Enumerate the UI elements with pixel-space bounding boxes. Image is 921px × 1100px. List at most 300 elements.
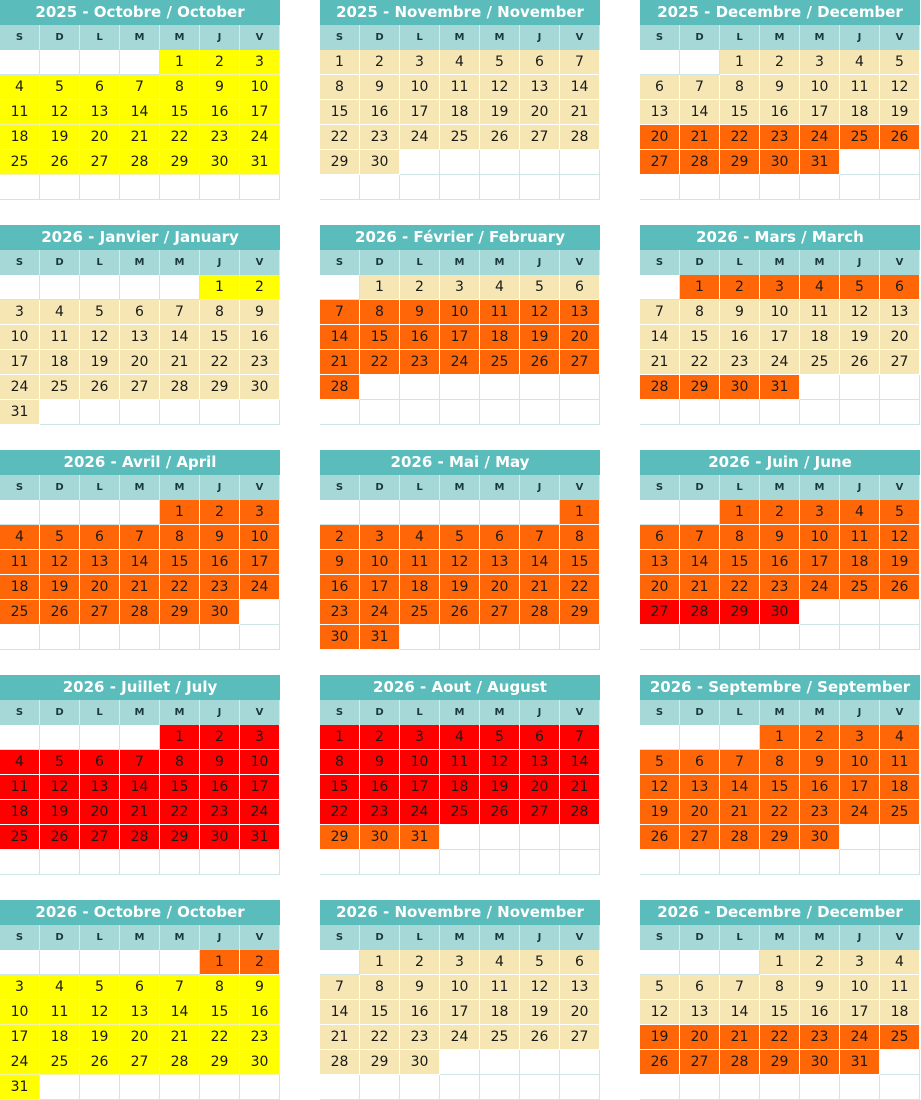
day-cell: 9	[200, 750, 240, 775]
day-cell: 24	[0, 375, 40, 400]
day-cell: 17	[400, 100, 440, 125]
weekday-header: J	[840, 475, 880, 500]
empty-cell	[320, 950, 360, 975]
day-cell: 13	[480, 550, 520, 575]
weekday-header: V	[240, 475, 280, 500]
empty-cell	[440, 625, 480, 650]
day-cell: 14	[320, 325, 360, 350]
day-cell: 4	[480, 950, 520, 975]
day-cell: 6	[120, 975, 160, 1000]
day-cell: 7	[160, 975, 200, 1000]
day-cell: 28	[320, 1050, 360, 1075]
day-cell: 14	[120, 775, 160, 800]
empty-cell	[0, 725, 40, 750]
empty-cell	[160, 275, 200, 300]
empty-cell	[80, 850, 120, 875]
empty-cell	[400, 375, 440, 400]
day-cell: 30	[760, 150, 800, 175]
weekday-header: V	[240, 250, 280, 275]
day-cell: 24	[240, 575, 280, 600]
weekday-header: M	[440, 700, 480, 725]
weekday-header: M	[760, 250, 800, 275]
day-cell: 24	[400, 125, 440, 150]
day-cell: 19	[480, 775, 520, 800]
day-cell: 21	[160, 350, 200, 375]
weekday-header: M	[440, 475, 480, 500]
month-title: 2025 - Novembre / November	[320, 0, 600, 25]
day-cell: 3	[0, 300, 40, 325]
day-cell: 5	[480, 50, 520, 75]
day-cell: 10	[0, 325, 40, 350]
empty-cell	[160, 950, 200, 975]
day-cell: 8	[160, 750, 200, 775]
day-cell: 28	[560, 125, 600, 150]
day-cell: 1	[760, 950, 800, 975]
day-cell: 7	[560, 725, 600, 750]
day-cell: 18	[840, 550, 880, 575]
day-cell: 25	[0, 150, 40, 175]
day-cell: 23	[760, 575, 800, 600]
day-cell: 10	[240, 75, 280, 100]
day-cell: 16	[760, 100, 800, 125]
day-cell: 30	[360, 150, 400, 175]
day-cell: 2	[720, 275, 760, 300]
day-cell: 28	[720, 825, 760, 850]
day-cell: 29	[160, 150, 200, 175]
day-cell: 22	[200, 350, 240, 375]
day-cell: 22	[200, 1025, 240, 1050]
day-cell: 24	[240, 800, 280, 825]
day-cell: 22	[760, 1025, 800, 1050]
day-cell: 5	[640, 975, 680, 1000]
weekday-header: L	[720, 250, 760, 275]
empty-cell	[480, 500, 520, 525]
day-cell: 9	[240, 975, 280, 1000]
day-cell: 13	[680, 775, 720, 800]
day-cell: 16	[200, 550, 240, 575]
day-cell: 24	[240, 125, 280, 150]
day-cell: 25	[480, 1025, 520, 1050]
day-cell: 23	[240, 1025, 280, 1050]
empty-cell	[640, 175, 680, 200]
day-cell: 5	[480, 725, 520, 750]
day-cell: 10	[760, 300, 800, 325]
day-cell: 4	[800, 275, 840, 300]
day-cell: 3	[400, 50, 440, 75]
day-cell: 4	[40, 975, 80, 1000]
day-cell: 5	[880, 500, 920, 525]
empty-cell	[0, 175, 40, 200]
day-cell: 9	[360, 75, 400, 100]
day-cell: 24	[400, 800, 440, 825]
weekday-header: J	[840, 700, 880, 725]
weekday-header: S	[320, 25, 360, 50]
day-cell: 18	[0, 125, 40, 150]
month-day-grid	[640, 475, 920, 650]
day-cell: 2	[800, 950, 840, 975]
weekday-header: V	[240, 925, 280, 950]
empty-cell	[840, 175, 880, 200]
day-cell: 18	[880, 1000, 920, 1025]
day-cell: 20	[640, 125, 680, 150]
day-cell: 19	[40, 800, 80, 825]
day-cell: 9	[800, 975, 840, 1000]
month-block	[320, 675, 600, 875]
day-cell: 26	[480, 125, 520, 150]
day-cell: 25	[40, 375, 80, 400]
day-cell: 27	[680, 825, 720, 850]
month-day-grid	[320, 475, 600, 650]
weekday-header: M	[120, 250, 160, 275]
day-cell: 29	[720, 150, 760, 175]
day-cell: 3	[840, 725, 880, 750]
empty-cell	[240, 400, 280, 425]
empty-cell	[840, 150, 880, 175]
day-cell: 5	[840, 275, 880, 300]
weekday-header: M	[480, 25, 520, 50]
empty-cell	[0, 500, 40, 525]
empty-cell	[200, 175, 240, 200]
empty-cell	[880, 1050, 920, 1075]
day-cell: 21	[120, 575, 160, 600]
empty-cell	[440, 400, 480, 425]
day-cell: 28	[320, 375, 360, 400]
weekday-header: V	[560, 700, 600, 725]
day-cell: 1	[200, 950, 240, 975]
day-cell: 17	[400, 775, 440, 800]
day-cell: 6	[80, 525, 120, 550]
weekday-header: V	[880, 700, 920, 725]
empty-cell	[40, 850, 80, 875]
month-title: 2026 - Mai / May	[320, 450, 600, 475]
weekday-header: D	[680, 475, 720, 500]
empty-cell	[80, 400, 120, 425]
weekday-header: L	[400, 250, 440, 275]
empty-cell	[80, 1075, 120, 1100]
day-cell: 4	[880, 950, 920, 975]
day-cell: 10	[800, 525, 840, 550]
day-cell: 16	[400, 325, 440, 350]
day-cell: 7	[680, 525, 720, 550]
weekday-header: V	[560, 250, 600, 275]
weekday-header: S	[320, 250, 360, 275]
day-cell: 26	[440, 600, 480, 625]
day-cell: 14	[120, 100, 160, 125]
empty-cell	[440, 150, 480, 175]
empty-cell	[840, 600, 880, 625]
day-cell: 16	[240, 325, 280, 350]
empty-cell	[640, 275, 680, 300]
empty-cell	[640, 625, 680, 650]
empty-cell	[720, 725, 760, 750]
day-cell: 8	[200, 300, 240, 325]
empty-cell	[120, 850, 160, 875]
day-cell: 23	[240, 350, 280, 375]
month-title: 2026 - Juin / June	[640, 450, 920, 475]
day-cell: 15	[760, 1000, 800, 1025]
day-cell: 6	[640, 525, 680, 550]
empty-cell	[760, 400, 800, 425]
day-cell: 8	[760, 750, 800, 775]
empty-cell	[240, 625, 280, 650]
day-cell: 27	[120, 375, 160, 400]
day-cell: 26	[80, 375, 120, 400]
day-cell: 30	[360, 825, 400, 850]
empty-cell	[560, 375, 600, 400]
day-cell: 19	[480, 100, 520, 125]
empty-cell	[640, 950, 680, 975]
empty-cell	[360, 375, 400, 400]
day-cell: 11	[0, 100, 40, 125]
day-cell: 10	[360, 550, 400, 575]
day-cell: 30	[800, 1050, 840, 1075]
weekday-header: J	[520, 25, 560, 50]
day-cell: 15	[760, 775, 800, 800]
month-day-grid	[640, 700, 920, 875]
day-cell: 25	[840, 575, 880, 600]
day-cell: 21	[680, 125, 720, 150]
day-cell: 11	[440, 750, 480, 775]
weekday-header: L	[400, 700, 440, 725]
empty-cell	[440, 825, 480, 850]
day-cell: 11	[0, 550, 40, 575]
day-cell: 1	[160, 500, 200, 525]
day-cell: 25	[800, 350, 840, 375]
empty-cell	[200, 625, 240, 650]
empty-cell	[160, 175, 200, 200]
weekday-header: M	[800, 700, 840, 725]
day-cell: 10	[440, 300, 480, 325]
day-cell: 28	[720, 1050, 760, 1075]
day-cell: 11	[840, 525, 880, 550]
month-day-grid	[640, 25, 920, 200]
day-cell: 12	[840, 300, 880, 325]
weekday-header: J	[520, 250, 560, 275]
day-cell: 3	[800, 50, 840, 75]
day-cell: 26	[40, 600, 80, 625]
day-cell: 14	[640, 325, 680, 350]
day-cell: 5	[880, 50, 920, 75]
month-day-grid	[320, 925, 600, 1100]
day-cell: 17	[440, 325, 480, 350]
empty-cell	[480, 375, 520, 400]
weekday-header: M	[480, 700, 520, 725]
day-cell: 21	[720, 800, 760, 825]
empty-cell	[640, 400, 680, 425]
day-cell: 20	[480, 575, 520, 600]
month-title: 2026 - Decembre / December	[640, 900, 920, 925]
empty-cell	[120, 1075, 160, 1100]
empty-cell	[760, 175, 800, 200]
day-cell: 12	[40, 775, 80, 800]
day-cell: 2	[240, 275, 280, 300]
empty-cell	[520, 175, 560, 200]
day-cell: 22	[760, 800, 800, 825]
day-cell: 19	[840, 325, 880, 350]
day-cell: 2	[360, 50, 400, 75]
day-cell: 3	[240, 725, 280, 750]
day-cell: 5	[40, 75, 80, 100]
weekday-header: J	[200, 25, 240, 50]
day-cell: 9	[800, 750, 840, 775]
day-cell: 18	[0, 800, 40, 825]
day-cell: 4	[480, 275, 520, 300]
day-cell: 6	[520, 725, 560, 750]
day-cell: 15	[360, 1000, 400, 1025]
empty-cell	[880, 375, 920, 400]
day-cell: 17	[360, 575, 400, 600]
day-cell: 1	[560, 500, 600, 525]
day-cell: 12	[40, 550, 80, 575]
empty-cell	[160, 850, 200, 875]
weekday-header: D	[680, 925, 720, 950]
day-cell: 20	[80, 800, 120, 825]
empty-cell	[0, 850, 40, 875]
empty-cell	[320, 275, 360, 300]
day-cell: 26	[880, 125, 920, 150]
day-cell: 10	[800, 75, 840, 100]
day-cell: 22	[160, 575, 200, 600]
weekday-header: V	[880, 925, 920, 950]
empty-cell	[800, 600, 840, 625]
day-cell: 31	[800, 150, 840, 175]
day-cell: 13	[640, 550, 680, 575]
day-cell: 23	[200, 125, 240, 150]
day-cell: 7	[680, 75, 720, 100]
day-cell: 13	[80, 550, 120, 575]
weekday-header: S	[640, 250, 680, 275]
day-cell: 17	[0, 350, 40, 375]
weekday-header: L	[720, 475, 760, 500]
weekday-header: M	[160, 250, 200, 275]
empty-cell	[800, 1075, 840, 1100]
empty-cell	[0, 950, 40, 975]
day-cell: 12	[480, 750, 520, 775]
day-cell: 13	[520, 75, 560, 100]
day-cell: 18	[840, 100, 880, 125]
weekday-header: M	[760, 25, 800, 50]
day-cell: 12	[520, 300, 560, 325]
empty-cell	[880, 600, 920, 625]
day-cell: 6	[520, 50, 560, 75]
weekday-header: S	[640, 25, 680, 50]
day-cell: 12	[80, 325, 120, 350]
day-cell: 20	[520, 100, 560, 125]
day-cell: 11	[480, 975, 520, 1000]
empty-cell	[320, 175, 360, 200]
day-cell: 17	[440, 1000, 480, 1025]
weekday-header: M	[440, 250, 480, 275]
empty-cell	[400, 1075, 440, 1100]
day-cell: 12	[480, 75, 520, 100]
day-cell: 7	[520, 525, 560, 550]
day-cell: 29	[320, 825, 360, 850]
day-cell: 2	[200, 50, 240, 75]
day-cell: 1	[680, 275, 720, 300]
day-cell: 17	[840, 775, 880, 800]
weekday-header: V	[560, 925, 600, 950]
weekday-header: S	[320, 475, 360, 500]
empty-cell	[120, 175, 160, 200]
empty-cell	[360, 500, 400, 525]
day-cell: 13	[560, 300, 600, 325]
empty-cell	[680, 850, 720, 875]
weekday-header: M	[120, 475, 160, 500]
weekday-header: M	[760, 925, 800, 950]
empty-cell	[880, 850, 920, 875]
empty-cell	[760, 625, 800, 650]
month-block	[0, 900, 280, 1100]
day-cell: 27	[560, 350, 600, 375]
day-cell: 28	[160, 1050, 200, 1075]
day-cell: 19	[880, 100, 920, 125]
day-cell: 30	[320, 625, 360, 650]
day-cell: 6	[480, 525, 520, 550]
empty-cell	[720, 400, 760, 425]
day-cell: 7	[720, 750, 760, 775]
day-cell: 29	[560, 600, 600, 625]
empty-cell	[840, 850, 880, 875]
empty-cell	[880, 625, 920, 650]
weekday-header: V	[240, 700, 280, 725]
day-cell: 9	[240, 300, 280, 325]
day-cell: 22	[160, 800, 200, 825]
day-cell: 24	[360, 600, 400, 625]
day-cell: 3	[0, 975, 40, 1000]
empty-cell	[200, 1075, 240, 1100]
month-block	[320, 0, 600, 200]
day-cell: 27	[680, 1050, 720, 1075]
empty-cell	[360, 850, 400, 875]
month-block	[640, 450, 920, 650]
day-cell: 15	[560, 550, 600, 575]
day-cell: 12	[80, 1000, 120, 1025]
empty-cell	[680, 50, 720, 75]
day-cell: 4	[400, 525, 440, 550]
day-cell: 29	[200, 1050, 240, 1075]
day-cell: 8	[160, 525, 200, 550]
weekday-header: J	[200, 475, 240, 500]
weekday-header: L	[400, 475, 440, 500]
day-cell: 20	[680, 800, 720, 825]
day-cell: 4	[0, 750, 40, 775]
day-cell: 31	[360, 625, 400, 650]
day-cell: 5	[80, 975, 120, 1000]
day-cell: 17	[800, 100, 840, 125]
weekday-header: V	[240, 25, 280, 50]
empty-cell	[0, 625, 40, 650]
month-block	[320, 225, 600, 425]
weekday-header: D	[360, 925, 400, 950]
day-cell: 9	[400, 300, 440, 325]
weekday-header: S	[320, 700, 360, 725]
day-cell: 28	[520, 600, 560, 625]
day-cell: 3	[240, 500, 280, 525]
empty-cell	[640, 50, 680, 75]
day-cell: 5	[80, 300, 120, 325]
day-cell: 21	[560, 100, 600, 125]
day-cell: 4	[840, 500, 880, 525]
weekday-header: D	[360, 700, 400, 725]
empty-cell	[400, 175, 440, 200]
day-cell: 23	[360, 800, 400, 825]
day-cell: 17	[240, 775, 280, 800]
weekday-header: J	[520, 700, 560, 725]
day-cell: 21	[320, 350, 360, 375]
day-cell: 11	[440, 75, 480, 100]
day-cell: 30	[800, 825, 840, 850]
day-cell: 18	[40, 350, 80, 375]
